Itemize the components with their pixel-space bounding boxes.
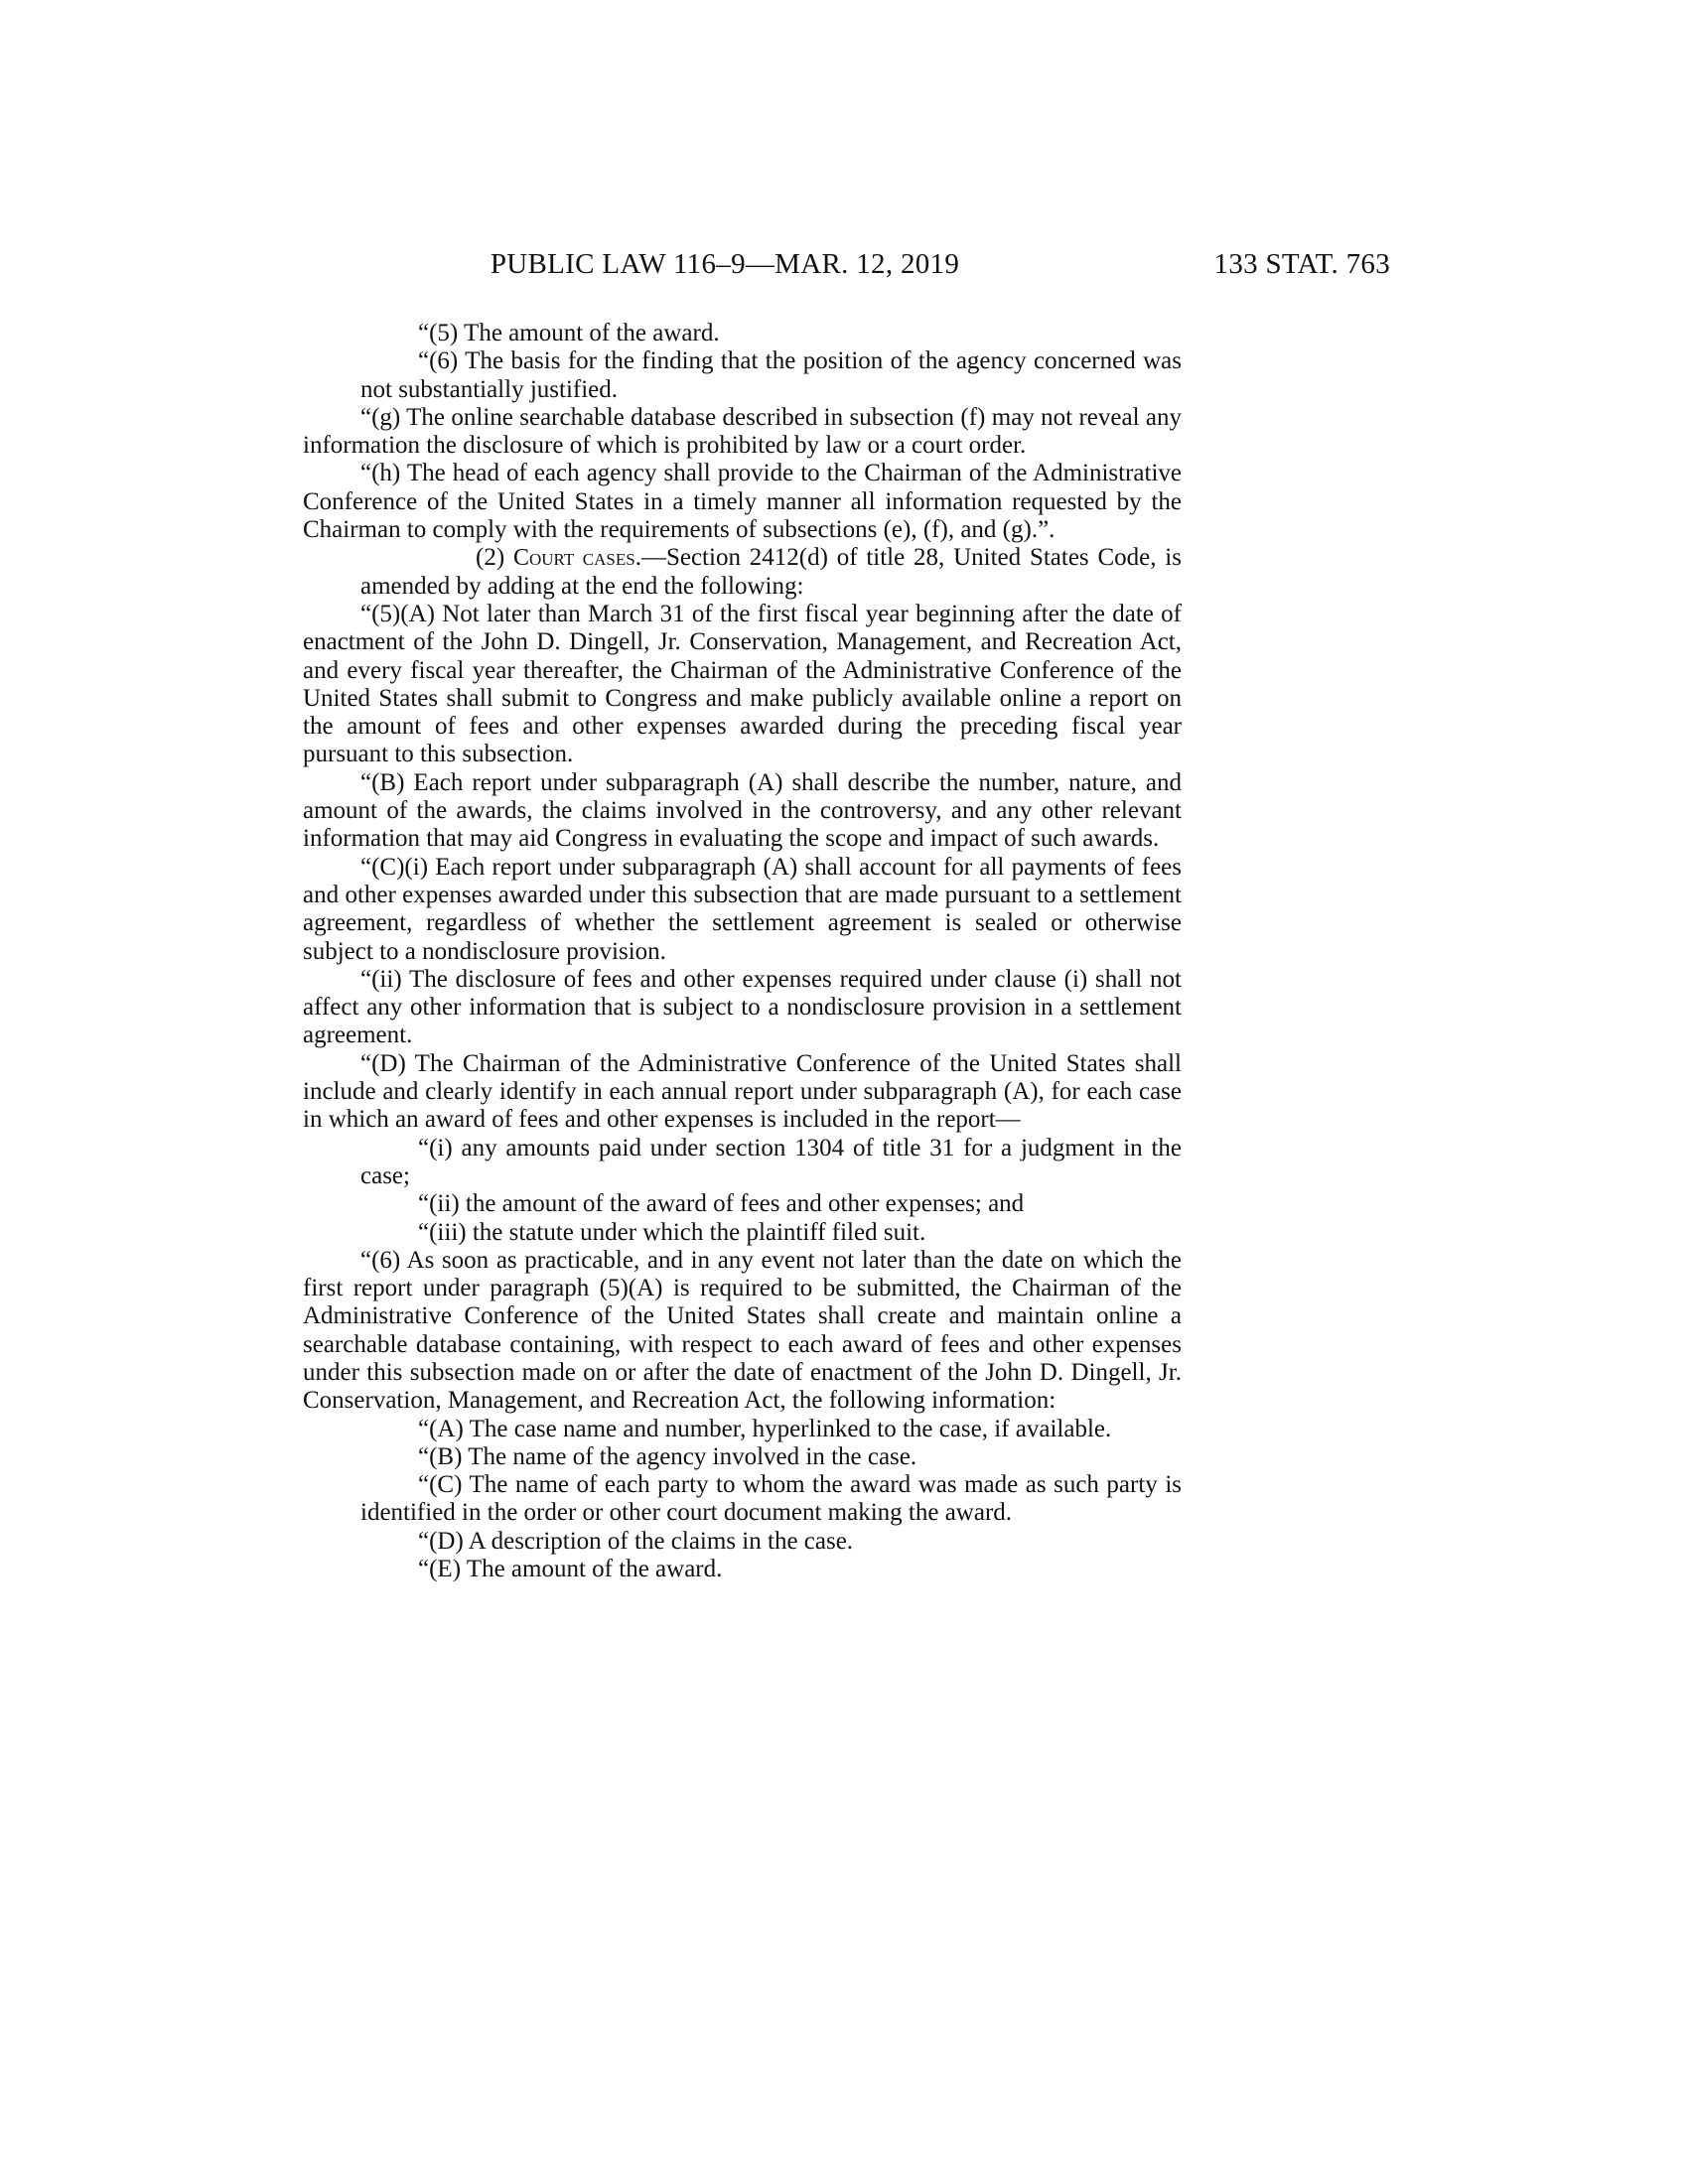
paragraph-5-amount: “(5) The amount of the award. bbox=[418, 320, 720, 346]
page-header-stat: 133 STAT. 763 bbox=[1213, 248, 1390, 280]
subsection-h: “(h) The head of each agency shall provide to the Chairman of the Administrative Conference of the United States in a timely manner all information requested by the Chairman to comply with the requirements of subsections (e), (f), and (g).”. bbox=[303, 460, 1182, 544]
court-cases-caption: Court cases bbox=[512, 545, 635, 572]
item-6e: “(E) The amount of the award. bbox=[418, 1556, 723, 1583]
paragraph-6-basis: “(6) The basis for the finding that the position of the agency concerned was not substantially justified. bbox=[360, 347, 1182, 403]
paragraph-5b: “(B) Each report under subparagraph (A) shall describe the number, nature, and amount of the awards, the claims involved in the controversy, and any other relevant information that may aid Congress in evaluating the scope and impact of such awards. bbox=[303, 768, 1182, 853]
item-6d: “(D) A description of the claims in the case. bbox=[418, 1527, 854, 1555]
page-header-title: PUBLIC LAW 116–9—MAR. 12, 2019 bbox=[490, 248, 960, 280]
paragraph-5c-i: “(C)(i) Each report under subparagraph (A) shall account for all payments of fees and other expenses awarded under this subsection that are made pursuant to a settlement agreement, regardless of whether the settlement agreement is sealed or otherwise subject to a nondisclosure provision. bbox=[303, 853, 1182, 965]
item-6c: “(C) The name of each party to whom the award was made as such party is identified in the order or other court document making the award. bbox=[360, 1471, 1182, 1527]
item-6b: “(B) The name of the agency involved in the case. bbox=[418, 1442, 917, 1470]
paragraph-5c-ii: “(ii) The disclosure of fees and other expenses required under clause (i) shall not affect any other information that is subject to a nondisclosure provision in a settlement agreement. bbox=[303, 965, 1182, 1049]
paragraph-5a: “(5)(A) Not later than March 31 of the first fiscal year beginning after the date of enactment of the John D. Dingell, Jr. Conservation, Management, and Recreation Act, and every fiscal year thereafter, the Chairman of the Administrative Conference of the United States shall submit to Congress and make publicly available online a report on the amount of fees and other expenses awarded during the preceding fiscal year pursuant to this subsection. bbox=[303, 600, 1182, 768]
clause-5d-i: “(i) any amounts paid under section 1304 of title 31 for a judgment in the case; bbox=[360, 1134, 1182, 1189]
court-cases-text: .—Section 2412(d) of title 28, United States Code, is amended by adding at the end the following: bbox=[360, 544, 1182, 600]
clause-5d-ii: “(ii) the amount of the award of fees and other expenses; and bbox=[418, 1190, 1025, 1218]
item-6a: “(A) The case name and number, hyperlinked to the case, if available. bbox=[418, 1415, 1112, 1442]
running-header bbox=[0, 248, 1688, 288]
court-cases-paragraph bbox=[360, 544, 1182, 601]
court-cases-number: (2) bbox=[476, 544, 513, 572]
statute-body bbox=[303, 320, 1182, 1583]
paragraph-5d: “(D) The Chairman of the Administrative Conference of the United States shall include and clearly identify in each annual report under subparagraph (A), for each case in which an award of fees and other expenses is included in the report— bbox=[303, 1049, 1182, 1134]
subsection-g: “(g) The online searchable database described in subsection (f) may not reveal any information the disclosure of which is prohibited by law or a court order. bbox=[303, 403, 1182, 460]
paragraph-6-database: “(6) As soon as practicable, and in any event not later than the date on which the first report under paragraph (5)(A) is required to be submitted, the Chairman of the Administrative Conference of the United States shall create and maintain online a searchable database containing, with respect to each award of fees and other expenses under this subsection made on or after the date of enactment of the John D. Dingell, Jr. Conservation, Management, and Recreation Act, the following information: bbox=[303, 1246, 1182, 1415]
clause-5d-iii: “(iii) the statute under which the plaintiff filed suit. bbox=[418, 1218, 926, 1246]
